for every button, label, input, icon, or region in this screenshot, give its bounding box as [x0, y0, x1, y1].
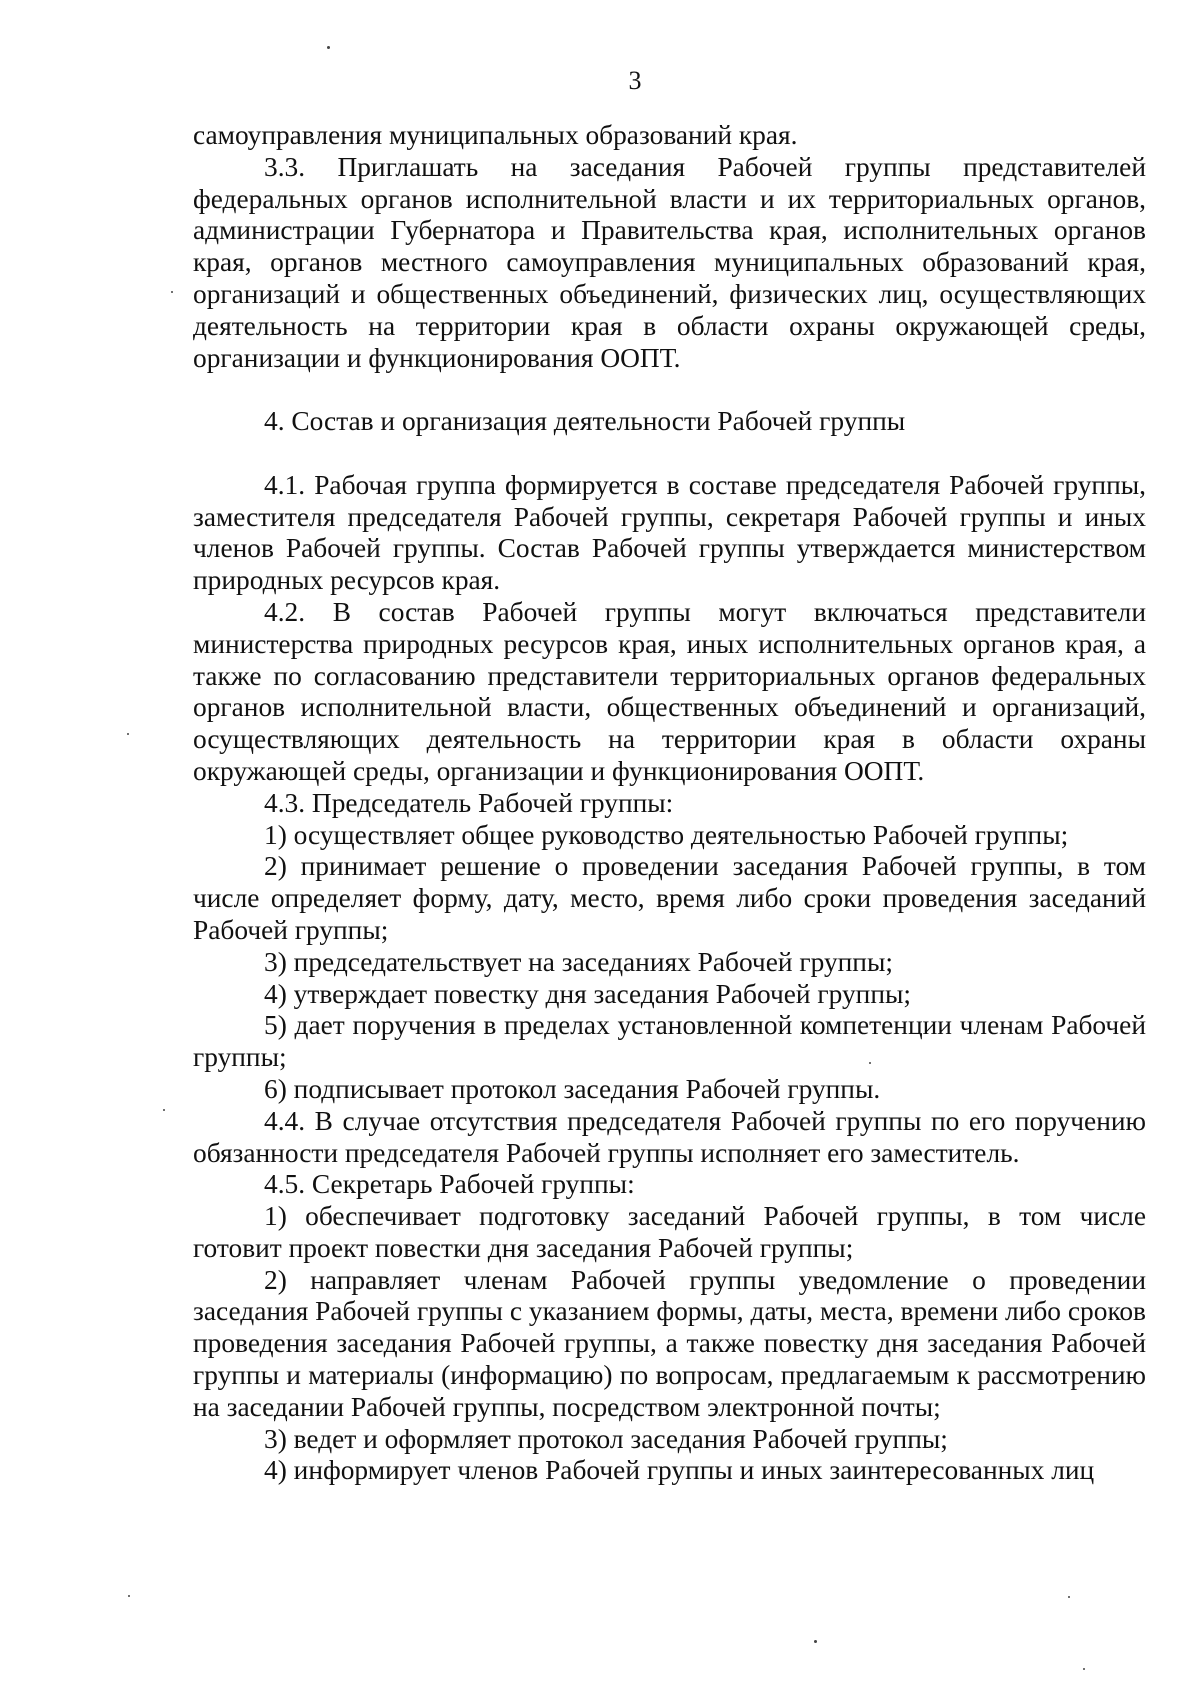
- scan-speck: [163, 1109, 165, 1111]
- list-item-4-3-3: 3) председательствует на заседаниях Рабочей группы;: [264, 946, 893, 977]
- paragraph-4-4: 4.4. В случае отсутствия председателя Рабочей группы по его поручению обязанности председателя Рабочей группы исполняет его заместитель.: [193, 1105, 1146, 1168]
- document-body: [193, 120, 1146, 1487]
- scan-speck: [127, 733, 129, 735]
- paragraph-4-2: 4.2. В состав Рабочей группы могут включаться представители министерства природных ресурсов края, иных исполнительных органов края, а также по согласованию представители территориальных органов федеральных органов исполнительной власти, общественных объединений и организаций, осуществляющих деятельность на территории края в области охраны окружающей среды, организации и функционирования ООПТ.: [193, 596, 1146, 786]
- paragraph-continuation: самоуправления муниципальных образований края.: [193, 120, 798, 150]
- scan-speck: [1083, 1668, 1085, 1670]
- list-item-4-3-6: 6) подписывает протокол заседания Рабочей группы.: [264, 1073, 881, 1104]
- paragraph-4-5: 4.5. Секретарь Рабочей группы:: [264, 1169, 635, 1200]
- list-item-4-3-4: 4) утверждает повестку дня заседания Рабочей группы;: [264, 978, 912, 1009]
- list-item-4-3-5: 5) дает поручения в пределах установленной компетенции членам Рабочей группы;: [193, 1010, 1146, 1073]
- list-item-4-5-4: 4) информирует членов Рабочей группы и иных заинтересованных лиц: [264, 1455, 1095, 1486]
- paragraph-4-3: 4.3. Председатель Рабочей группы:: [264, 787, 674, 818]
- list-item-4-5-1: 1) обеспечивает подготовку заседаний Рабочей группы, в том числе готовит проект повестки дня заседания Рабочей группы;: [193, 1201, 1146, 1263]
- list-item-4-3-2: 2) принимает решение о проведении заседания Рабочей группы, в том числе определяет форму, дату, место, время либо сроки проведения заседаний Рабочей группы;: [193, 851, 1146, 945]
- scan-speck: [327, 46, 330, 49]
- section-heading-4: 4. Состав и организация деятельности Рабочей группы: [264, 406, 906, 437]
- list-item-4-5-3: 3) ведет и оформляет протокол заседания Рабочей группы;: [264, 1423, 948, 1454]
- list-item-4-5-2: 2) направляет членам Рабочей группы уведомление о проведении заседания Рабочей группы с указанием формы, даты, места, времени либо сроков проведения заседания Рабочей группы, а также повестку дня заседания Рабочей группы и материалы (информацию) по вопросам, предлагаемым к рассмотрению на заседании Рабочей группы, посредством электронной почты;: [193, 1264, 1146, 1422]
- scan-speck: [171, 291, 173, 293]
- page-number: 3: [628, 66, 642, 95]
- scan-speck: [128, 1595, 130, 1597]
- scan-speck: [814, 1640, 817, 1643]
- paragraph-4-1: 4.1. Рабочая группа формируется в составе председателя Рабочей группы, заместителя председателя Рабочей группы, секретаря Рабочей группы и иных членов Рабочей группы. Состав Рабочей группы утверждается министерством природных ресурсов края.: [193, 469, 1146, 596]
- scan-speck: [869, 1062, 871, 1064]
- scan-speck: [1068, 1596, 1070, 1598]
- paragraph-3-3: 3.3. Приглашать на заседания Рабочей группы представителей федеральных органов исполнительной власти и их территориальных органов, администрации Губернатора и Правительства края, исполнительных органов края, органов местного самоуправления муниципальных образований края, организаций и общественных объединений, физических лиц, осуществляющих деятельность на территории края в области охраны окружающей среды, организации и функционирования ООПТ.: [193, 151, 1146, 373]
- list-item-4-3-1: 1) осуществляет общее руководство деятельностью Рабочей группы;: [264, 819, 1069, 850]
